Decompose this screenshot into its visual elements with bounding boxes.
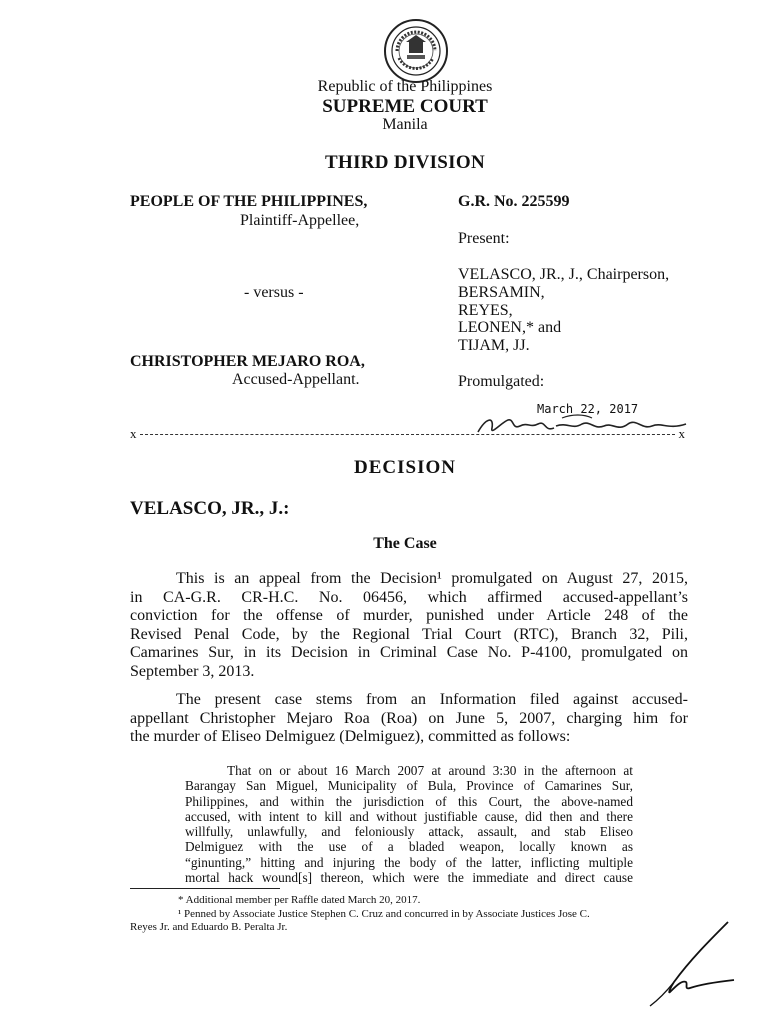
decision-title: DECISION	[354, 457, 456, 478]
ponente: VELASCO, JR., J.:	[130, 498, 290, 519]
quote-line: That on or about 16 March 2007 at around 3:30 in the afternoon at	[227, 763, 633, 778]
promulgated-label: Promulgated:	[458, 373, 545, 390]
justice-2: BERSAMIN,	[458, 284, 545, 301]
footnote-1-line-1: ¹ Penned by Associate Justice Stephen C. Cruz and concurred in by Associate Justices Jose C.	[178, 908, 590, 920]
quote-line: mortal hack wound[s] thereon, which were the immediate and direct cause	[185, 870, 633, 886]
separator-left-x: x	[130, 426, 137, 441]
para2-line: the murder of Eliseo Delmiguez (Delmiguez), committed as follows:	[130, 728, 571, 745]
para2-line: The present case stems from an Information filed against accused-	[176, 691, 688, 708]
footnote-1-line-2: Reyes Jr. and Eduardo B. Peralta Jr.	[130, 921, 288, 933]
city-heading: Manila	[382, 116, 428, 133]
versus-label: - versus -	[244, 284, 304, 301]
present-label: Present:	[458, 230, 510, 247]
quote-line: Delmiguez with the use of a bladed weapon, locally known as	[185, 839, 633, 855]
paragraph-2	[130, 691, 688, 747]
gr-number: G.R. No. 225599	[458, 193, 570, 210]
republic-heading: Republic of the Philippines	[317, 78, 493, 95]
quote-line: accused, with intent to kill and without justifiable cause, did then and there	[185, 808, 633, 824]
clerk-signature	[472, 410, 692, 440]
para1-line: in CA-G.R. CR-H.C. No. 06456, which affirmed accused-appellant’s	[130, 588, 688, 606]
para1-line: September 3, 2013.	[130, 662, 255, 680]
para2-line: appellant Christopher Mejaro Roa (Roa) on June 5, 2007, charging him for	[130, 709, 688, 727]
justice-5: TIJAM, JJ.	[458, 337, 530, 354]
quote-line: Philippines, and within the jurisdiction of this Court, the above-named	[185, 793, 633, 809]
justice-3: REYES,	[458, 302, 513, 319]
accused-name: CHRISTOPHER MEJARO ROA,	[130, 353, 365, 370]
quote-line: Barangay San Miguel, Municipality of Bula, Province of Camarines Sur,	[185, 778, 633, 794]
separator-right-x: x	[678, 426, 685, 441]
supreme-court-seal-icon	[383, 18, 449, 84]
promulgation-date-stamp: March 22, 2017	[537, 402, 639, 416]
footnote-star: * Additional member per Raffle dated March 20, 2017.	[178, 894, 421, 906]
justice-1: VELASCO, JR., J., Chairperson,	[458, 266, 670, 283]
quote-line: willfully, unlawfully, and feloniously attack, assault, and stab Eliseo	[185, 824, 633, 840]
plaintiff-name: PEOPLE OF THE PHILIPPINES,	[130, 193, 368, 210]
justice-4: LEONEN,* and	[458, 319, 562, 336]
division-heading: THIRD DIVISION	[325, 152, 485, 173]
information-quote	[185, 763, 633, 885]
accused-role: Accused-Appellant.	[232, 371, 360, 388]
para1-line: This is an appeal from the Decision¹ promulgated on August 27, 2015,	[176, 570, 688, 587]
handwritten-initial	[630, 920, 740, 1010]
quote-line: “ginunting,” hitting and injuring the body of the latter, inflicting multiple	[185, 854, 633, 870]
footnote-rule	[130, 888, 280, 889]
para1-line: Camarines Sur, in its Decision in Criminal Case No. P-4100, promulgated on	[130, 644, 688, 661]
plaintiff-role: Plaintiff-Appellee,	[240, 212, 360, 229]
para1-line: Revised Penal Code, by the Regional Trial Court (RTC), Branch 32, Pili,	[130, 625, 688, 643]
section-heading: The Case	[373, 535, 437, 552]
court-heading: SUPREME COURT	[322, 96, 488, 117]
para1-line: conviction for the offense of murder, punished under Article 248 of the	[130, 607, 688, 624]
paragraph-1	[130, 570, 688, 681]
